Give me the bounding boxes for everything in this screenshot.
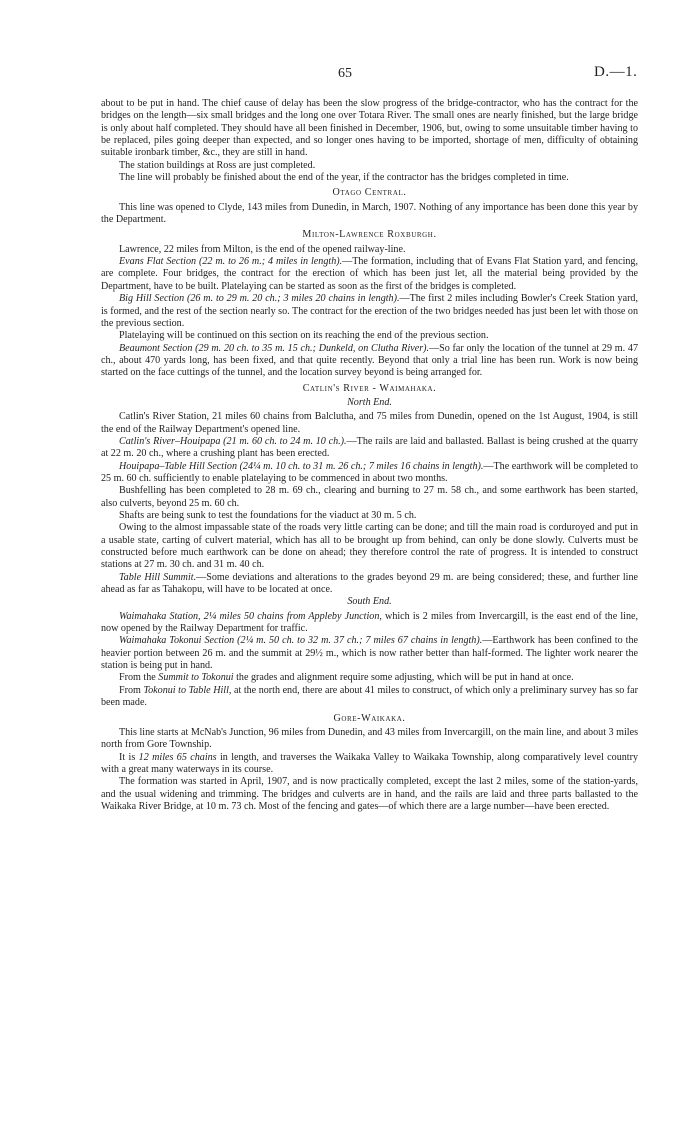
paragraph-text: —The formation, including that of Evans Flat Station yard, and fencing, are complete. Four bridges, the contract for the erection of which has been just let, all the material being provided by the Department, have to be built. Platelaying can be started as soon as the first of the bridges is completed.	[101, 256, 638, 292]
paragraph-text: It is	[119, 751, 139, 763]
subsection-heading: North End.	[347, 396, 392, 408]
paragraph	[101, 256, 638, 293]
section-lead: Table Hill Summit.	[119, 571, 197, 583]
section-lead: Summit to Tokonui	[158, 672, 234, 684]
paragraph	[101, 572, 638, 597]
paragraph-text: —So far only the location of the tunnel at 29 m. 47 ch., about 470 yards long, has been fixed, and that quite recently. Beyond that only a trial line has been run. Work is now being started on the face cuttings of the tunnel, and the location survey beyond is being arranged for.	[101, 342, 638, 379]
section-lead: Evans Flat Section (22 m. to 26 m.; 4 miles in length).	[119, 256, 343, 268]
paragraph: This line starts at McNab's Junction, 96 miles from Dunedin, and 43 miles from Invercargill, on the main line, and about 3 miles north from Gore Township.	[101, 726, 638, 751]
paragraph: Owing to the almost impassable state of the roads very little carting can be done; and till the main road is corduroyed and put in a usable state, carting of culvert material, which has all to be brought up from behind, can only be done slowly. Culverts must be constructed before much earthwork can be done on ahead; they therefore control the rate of progress. It is intended to construct stations at 27 m. 30 ch. and 31 m. 40 ch.	[101, 522, 638, 571]
paragraph: The formation was started in April, 1907, and is now practically completed, except the last 2 miles, some of the station-yards, and the usual widening and trimming. The bridges and culverts are in hand, and the rails are laid and three parts ballasted to the Waikaka River Bridge, at 10 m. 73 ch. Most of the fencing and gates—of which there are a large number—have been erected.	[101, 776, 638, 812]
paragraph	[101, 293, 638, 330]
paragraph-text: From the	[119, 672, 159, 684]
paragraph	[101, 461, 638, 486]
paragraph-text: the grades and alignment require some adjusting, which will be put in hand at once.	[233, 672, 574, 684]
paragraph-text: at the north end, there are about 41 miles to construct, of which only a preliminary survey has so far been made.	[101, 684, 638, 709]
section-lead: Big Hill Section (26 m. to 29 m. 20 ch.; 3 miles 20 chains in length).	[119, 293, 400, 305]
paragraph	[101, 752, 638, 777]
section-heading: Catlin's River - Waimahaka.	[302, 382, 437, 394]
paragraph	[101, 635, 638, 672]
paragraph	[101, 685, 638, 710]
paragraph	[101, 672, 638, 684]
section-lead: Tokonui to Table Hill,	[143, 684, 232, 696]
paragraph: This line was opened to Clyde, 143 miles from Dunedin, in March, 1907. Nothing of any importance has been done this year by the Department.	[101, 201, 638, 226]
document-body	[101, 98, 638, 813]
subsection-heading: South End.	[347, 596, 392, 608]
paragraph-text: —Earthwork has been confined to the heavier portion between 26 m. and the summit at 29½ m., which is now rather better than half-formed. The lighter work nearer the station is being put in hand.	[101, 635, 638, 672]
paragraph-text: —Some deviations and alterations to the grades beyond 29 m. are being considered; these, and further line ahead as far as Tahakopu, will have to be located at once.	[101, 571, 638, 596]
section-lead: Catlin's River–Houipapa (21 m. 60 ch. to 24 m. 10 ch.).	[119, 435, 347, 447]
section-lead: Beaumont Section (29 m. 20 ch. to 35 m. 15 ch.; Dunkeld, on Clutha River).	[119, 342, 430, 354]
paragraph: Shafts are being sunk to test the foundations for the viaduct at 30 m. 5 ch.	[119, 510, 417, 521]
paragraph: Catlin's River Station, 21 miles 60 chains from Balclutha, and 75 miles from Dunedin, opened on the 1st August, 1904, is still the end of the Railway Department's opened line.	[101, 411, 638, 435]
paragraph	[101, 343, 638, 380]
paragraph: The station buildings at Ross are just completed.	[119, 159, 316, 171]
page-number: 65	[338, 66, 352, 81]
paragraph-text: which is 2 miles from Invercargill, is the east end of the line, now opened by the Railway Department for traffic.	[101, 610, 638, 635]
paragraph-text: From	[119, 684, 144, 696]
section-heading: Otago Central.	[332, 187, 407, 199]
paragraph: The line will probably be finished about the end of the year, if the contractor has the bridges completed in time.	[119, 172, 569, 184]
page-reference: D.—1.	[594, 64, 638, 80]
paragraph: Bushfelling has been completed to 28 m. 69 ch., clearing and burning to 27 m. 58 ch., and some earthwork has been started, also culverts, beyond 25 m. 60 ch.	[101, 485, 638, 509]
paragraph	[101, 611, 638, 636]
section-lead: Houipapa–Table Hill Section (24¼ m. 10 ch. to 31 m. 26 ch.; 7 miles 16 chains in length).	[119, 460, 484, 472]
paragraph-text: —The first 2 miles including Bowler's Creek Station yard, is formed, and the rest of the section nearly so. The contract for the erection of the two bridges needed has just been let with those on the previous section.	[101, 293, 638, 329]
paragraph-text: in length, and traverses the Waikaka Valley to Waikaka Township, along comparatively level country with a great many waterways in its course.	[101, 751, 638, 775]
paragraph: about to be put in hand. The chief cause of delay has been the slow progress of the bridge-contractor, who has the contract for the bridges on the length—six small bridges and the long one over Totara River. The small ones are nearly finished, but the large bridge is only about half completed. They should have all been finished in December, 1906, but, owing to some unsuitable timber having to be replaced, piles going deeper than expected, and so longer ones having to be imported, shortage of men, difficulty of obtaining suitable ironbark timber, &c., they are still in hand.	[101, 98, 638, 159]
section-heading: Gore-Waikaka.	[333, 712, 406, 724]
section-lead: Waimahaka Station, 2¼ miles 50 chains from Appleby Junction,	[119, 610, 382, 622]
section-lead: 12 miles 65 chains	[138, 751, 217, 763]
paragraph-text: —The earthwork will be completed to 25 m. 60 ch. sufficiently to enable platelaying to be commenced in about two months.	[101, 460, 638, 484]
section-heading: Milton-Lawrence Roxburgh.	[302, 229, 437, 241]
paragraph: Lawrence, 22 miles from Milton, is the end of the opened railway-line.	[119, 243, 406, 255]
paragraph-text: —The rails are laid and ballasted. Ballast is being crushed at the quarry at 22 m. 20 ch., where a crushing plant has been erected.	[101, 435, 638, 460]
paragraph: Platelaying will be continued on this section on its reaching the end of the previous section.	[119, 330, 489, 342]
paragraph	[101, 436, 638, 461]
section-lead: Waimahaka Tokonui Section (2¼ m. 50 ch. to 32 m. 37 ch.; 7 miles 67 chains in length).	[119, 635, 483, 647]
